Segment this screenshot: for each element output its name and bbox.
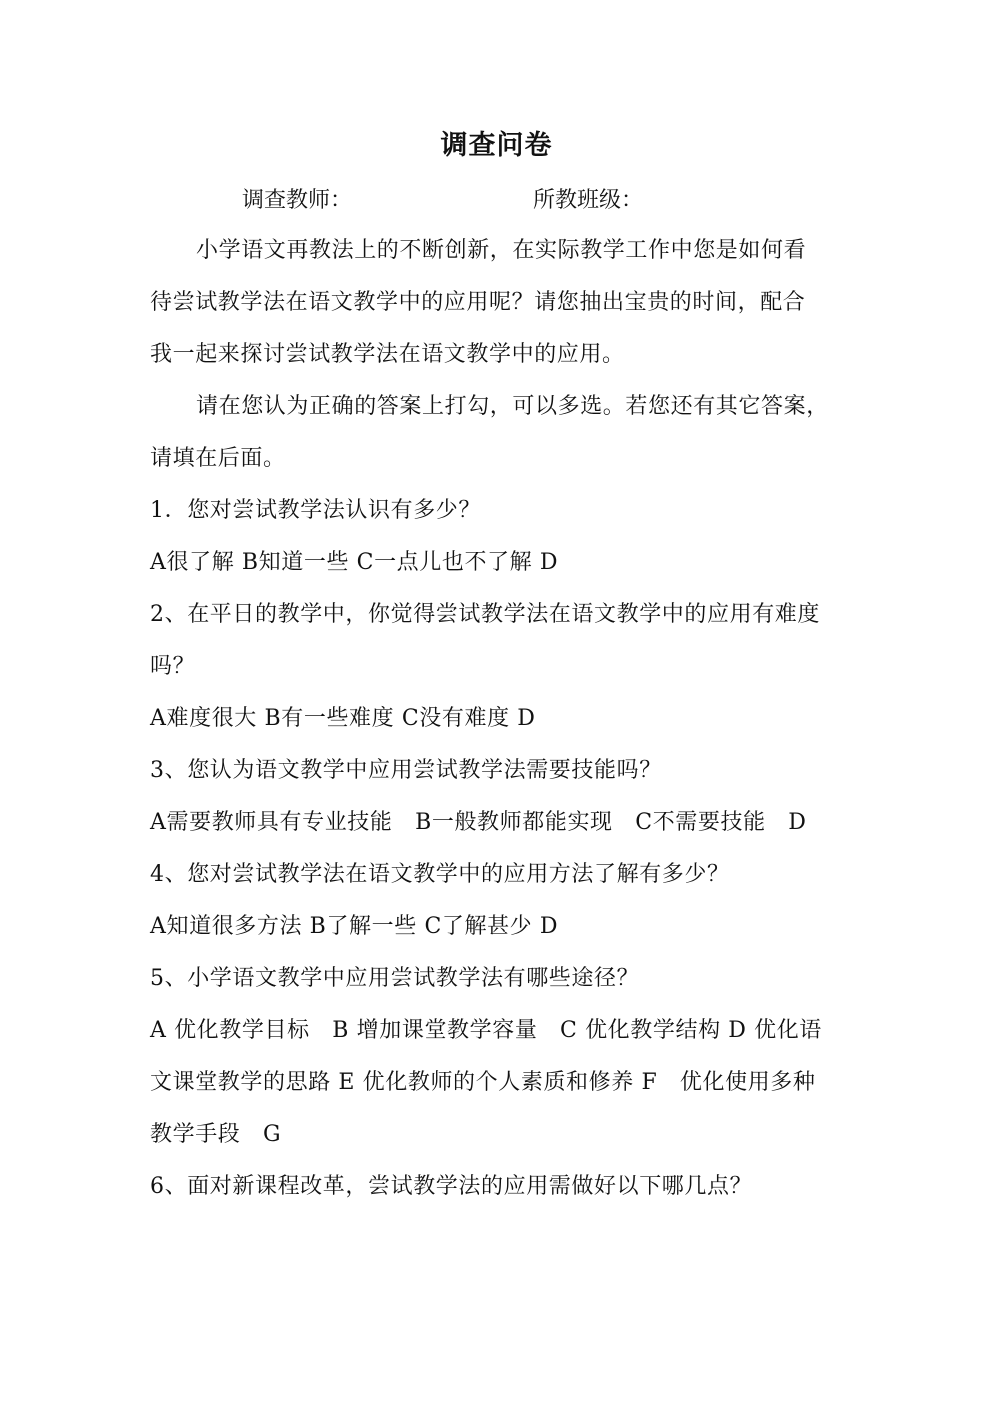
class-label: 所教班级： — [533, 188, 644, 213]
question-2-options: A难度很大 B有一些难度 C没有难度 D — [150, 706, 536, 731]
question-3-options: A需要教师具有专业技能 B一般教师都能实现 C不需要技能 D — [150, 810, 807, 835]
document-title: 调查问卷 — [440, 130, 553, 161]
intro-line-1: 小学语文再教法上的不断创新，在实际教学工作中您是如何看 — [196, 238, 807, 263]
question-6: 6、面对新课程改革，尝试教学法的应用需做好以下哪几点？ — [150, 1174, 753, 1199]
instruction-line-2: 请填在后面。 — [150, 446, 286, 471]
intro-line-2: 待尝试教学法在语文教学中的应用呢？请您抽出宝贵的时间，配合 — [150, 290, 806, 315]
question-4-options: A知道很多方法 B了解一些 C了解甚少 D — [150, 914, 559, 939]
instruction-line-1: 请在您认为正确的答案上打勾，可以多选。若您还有其它答案， — [196, 394, 829, 419]
question-5: 5、小学语文教学中应用尝试教学法有哪些途径？ — [150, 966, 640, 991]
question-1: 1．您对尝试教学法认识有多少？ — [150, 498, 481, 523]
question-4: 4、您对尝试教学法在语文教学中的应用方法了解有多少？ — [150, 862, 730, 887]
intro-line-3: 我一起来探讨尝试教学法在语文教学中的应用。 — [150, 342, 625, 367]
question-2-line-2: 吗？ — [150, 654, 196, 679]
question-3: 3、您认为语文教学中应用尝试教学法需要技能吗？ — [150, 758, 662, 783]
question-5-options-line-2: 文课堂教学的思路 E 优化教师的个人素质和修养 F 优化使用多种 — [150, 1070, 816, 1095]
teacher-label: 调查教师： — [242, 188, 353, 213]
question-5-options-line-1: A 优化教学目标 B 增加课堂教学容量 C 优化教学结构 D 优化语 — [150, 1018, 822, 1043]
question-5-options-line-3: 教学手段 G — [150, 1122, 282, 1147]
question-1-options: A很了解 B知道一些 C一点儿也不了解 D — [150, 550, 559, 575]
question-2-line-1: 2、在平日的教学中，你觉得尝试教学法在语文教学中的应用有难度 — [150, 602, 820, 627]
